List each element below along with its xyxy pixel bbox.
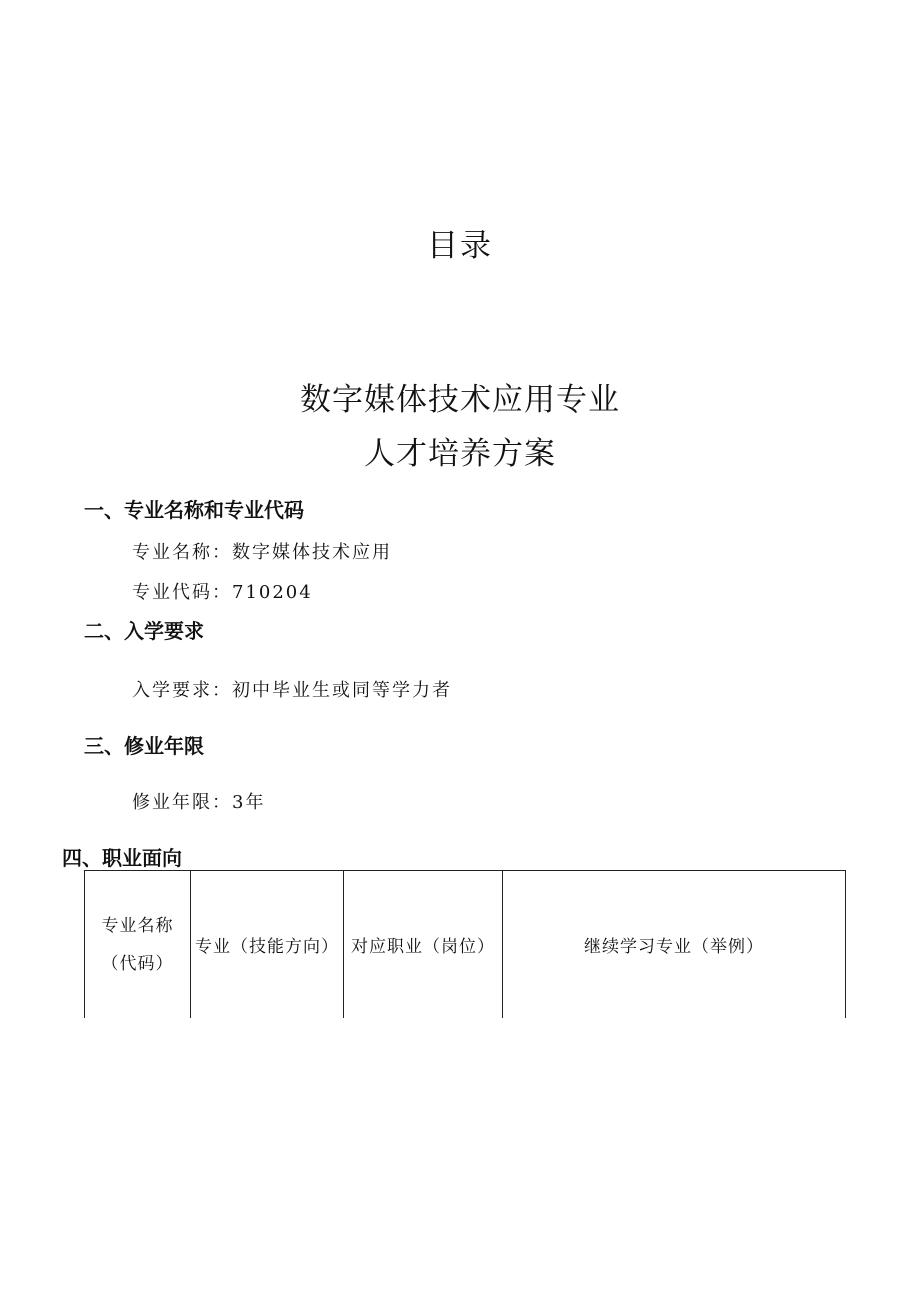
section-2-heading: 二、入学要求: [84, 619, 204, 643]
header-direction: 专业（技能方向）: [191, 871, 344, 1019]
section-4-heading: 四、职业面向: [62, 846, 182, 870]
career-orientation-table: [84, 870, 846, 1018]
section-1-heading: 一、专业名称和专业代码: [84, 498, 304, 522]
header-major-code: （代码）: [101, 953, 174, 974]
major-code-line: 专业代码：710204: [132, 582, 313, 603]
document-title-line-1: 数字媒体技术应用专业: [300, 382, 620, 418]
document-title-line-2: 人才培养方案: [364, 436, 556, 472]
admission-line: 入学要求：初中毕业生或同等学力者: [132, 680, 452, 701]
study-years-line: 修业年限：3年: [132, 792, 266, 813]
toc-title: 目录: [427, 228, 493, 264]
header-job: 对应职业（岗位）: [344, 871, 503, 1019]
header-further-study: 继续学习专业（举例）: [503, 871, 846, 1019]
header-major-name-code: [85, 871, 191, 1019]
section-3-heading: 三、修业年限: [84, 734, 204, 758]
major-name-line: 专业名称：数字媒体技术应用: [132, 542, 392, 563]
table-header-row: [85, 871, 846, 1019]
header-major-name: 专业名称: [101, 915, 174, 936]
